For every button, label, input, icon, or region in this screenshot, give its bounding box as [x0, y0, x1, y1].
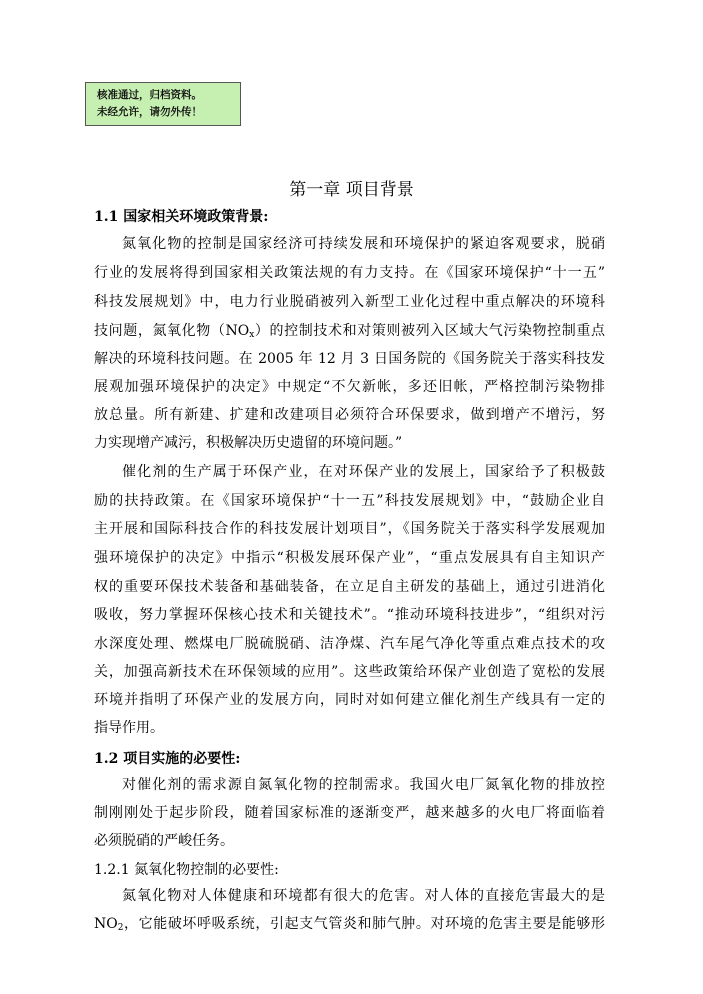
stamp-line-2: 未经允许，请勿外传！	[97, 106, 202, 118]
paragraph-line: 行业的发展将得到国家相关政策法规的有力支持。在《国家环境保护“十一五”	[94, 265, 605, 281]
subsection-heading-1-2-1: 1.2.1 氮氧化物控制的必要性:	[94, 862, 279, 878]
section-heading-1-1: 1.1 国家相关环境政策背景:	[94, 209, 269, 225]
paragraph-line: 励的扶持政策。在《国家环境保护“十一五”科技发展规划》中，“鼓励企业自	[94, 493, 605, 509]
subscript: 2	[117, 923, 124, 933]
paragraph-line: 力实现增产减污，积极解决历史遗留的环境问题。”	[94, 435, 403, 451]
confidential-stamp	[85, 82, 241, 126]
paragraph-line: 环境并指明了环保产业的发展方向，同时对如何建立催化剂生产线具有一定的	[94, 692, 605, 708]
paragraph-line: 制刚刚处于起步阶段，随着国家标准的逐渐变严，越来越多的火电厂将面临着	[94, 805, 605, 821]
text-run: NO	[94, 916, 118, 932]
paragraph-line: 催化剂的生产属于环保产业，在对环保产业的发展上，国家给予了积极鼓	[122, 464, 605, 480]
paragraph-line: 吸收，努力掌握环保核心技术和关键技术”。“推动环境科技进步”，“组织对污	[94, 607, 605, 623]
section-heading-1-2: 1.2 项目实施的必要性:	[94, 751, 241, 767]
paragraph-line: 科技发展规划》中，电力行业脱硝被列入新型工业化过程中重点解决的环境科	[94, 294, 605, 310]
stamp-line-1: 核准通过，归档资料。	[97, 89, 202, 101]
paragraph-line: 强环境保护的决定》中指示“积极发展环保产业”，“重点发展具有自主知识产	[94, 550, 605, 566]
paragraph-line: 氮氧化物对人体健康和环境都有很大的危害。对人体的直接危害最大的是	[122, 888, 605, 904]
paragraph-line: 主开展和国际科技合作的科技发展计划项目”，《国务院关于落实科学发展观加	[94, 521, 605, 537]
paragraph-line: 关，加强高新技术在环保领域的应用”。这些政策给环保产业创造了宽松的发展	[94, 664, 605, 680]
text-run: 技问题，氮氧化物（NO	[94, 323, 250, 339]
paragraph-line	[94, 914, 605, 938]
text-run: ）的控制技术和对策则被列入区域大气污染物控制重点	[254, 323, 605, 339]
paragraph-line	[94, 321, 605, 345]
paragraph-line: 水深度处理、燃煤电厂脱硫脱硝、洁净煤、汽车尾气净化等重点难点技术的攻	[94, 636, 605, 652]
subscript: x	[249, 330, 255, 340]
paragraph-line: 权的重要环保技术装备和基础装备，在立足自主研发的基础上，通过引进消化	[94, 579, 605, 595]
paragraph-line: 对催化剂的需求源自氮氧化物的控制需求。我国火电厂氮氧化物的排放控	[122, 777, 605, 793]
chapter-title: 第一章 项目背景	[289, 180, 414, 200]
paragraph-line: 必须脱硝的严峻任务。	[94, 833, 234, 849]
paragraph-line: 放总量。所有新建、扩建和改建项目必须符合环保要求，做到增产不增污，努	[94, 407, 605, 423]
paragraph-line: 展观加强环境保护的决定》中规定“不欠新帐，多还旧帐，严格控制污染物排	[94, 379, 605, 395]
text-run: ，它能破坏呼吸系统，引起支气管炎和肺气肿。对环境的危害主要是能够形	[123, 916, 605, 932]
paragraph-line: 解决的环境科技问题。在 2005 年 12 月 3 日国务院的《国务院关于落实科技发	[94, 351, 605, 367]
paragraph-line: 氮氧化物的控制是国家经济可持续发展和环境保护的紧迫客观要求，脱硝	[122, 236, 605, 252]
paragraph-line: 指导作用。	[94, 720, 164, 736]
